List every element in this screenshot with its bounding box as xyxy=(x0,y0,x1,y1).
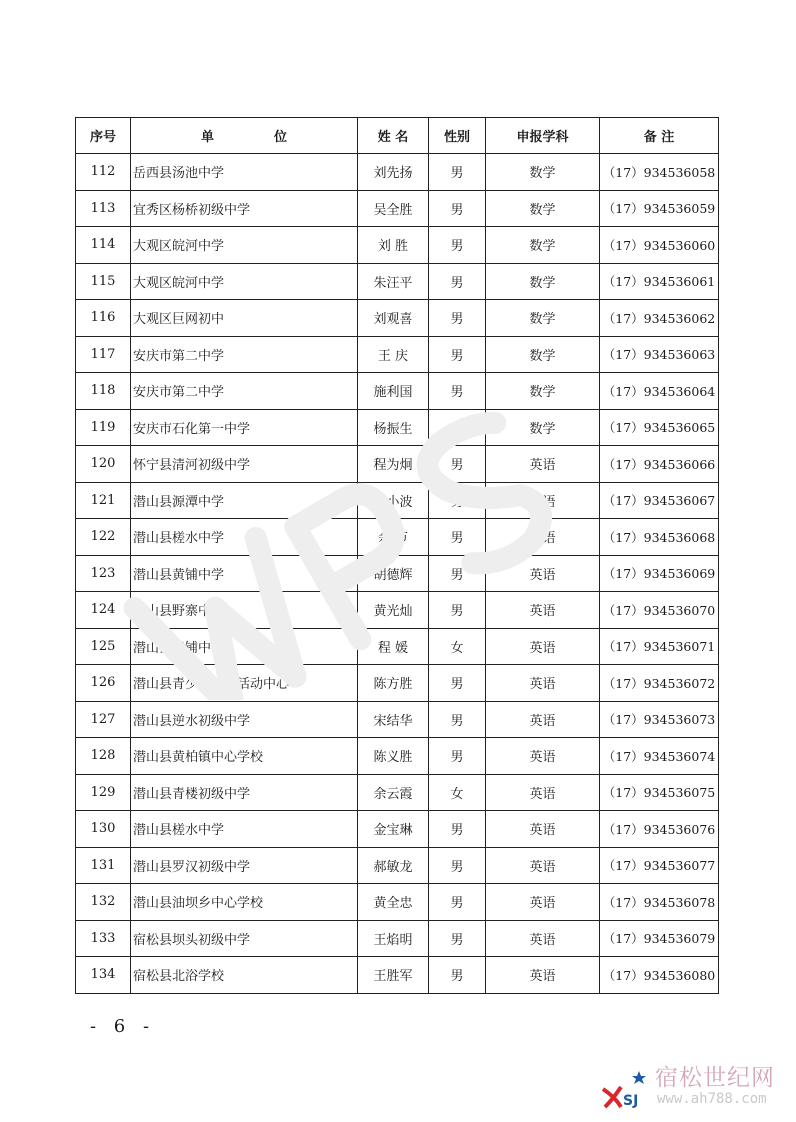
cell-no: 114 xyxy=(76,227,131,264)
table-row xyxy=(76,519,719,556)
cell-note: （17）934536070 xyxy=(600,592,719,629)
cell-gender: 男 xyxy=(429,446,486,483)
cell-name: 王 庆 xyxy=(358,336,429,373)
sj-logo-mark-text: SJ xyxy=(623,1093,639,1109)
cell-note: （17）934536069 xyxy=(600,555,719,592)
header-name: 姓 名 xyxy=(358,118,429,154)
cell-note: （17）934536068 xyxy=(600,519,719,556)
cell-subject: 英语 xyxy=(486,665,600,702)
cell-unit: 怀宁县清河初级中学 xyxy=(131,446,358,483)
cell-subject: 英语 xyxy=(486,738,600,775)
cell-name: 余云霞 xyxy=(358,774,429,811)
cell-gender: 男 xyxy=(429,300,486,337)
cell-no: 121 xyxy=(76,482,131,519)
cell-gender: 男 xyxy=(429,957,486,994)
cell-gender: 男 xyxy=(429,555,486,592)
cell-name: 刘先扬 xyxy=(358,154,429,191)
cell-name: 吴全胜 xyxy=(358,190,429,227)
cell-name: 王胜军 xyxy=(358,957,429,994)
cell-subject: 英语 xyxy=(486,957,600,994)
cell-no: 125 xyxy=(76,628,131,665)
cell-unit: 大观区巨网初中 xyxy=(131,300,358,337)
cell-note: （17）934536066 xyxy=(600,446,719,483)
cell-note: （17）934536077 xyxy=(600,847,719,884)
roster-table xyxy=(75,117,719,994)
cell-unit: 潜山县罗汉初级中学 xyxy=(131,847,358,884)
cell-subject: 英语 xyxy=(486,592,600,629)
cell-gender: 男 xyxy=(429,920,486,957)
header-unit-char-2: 位 xyxy=(274,130,288,145)
cell-note: （17）934536063 xyxy=(600,336,719,373)
table-row xyxy=(76,957,719,994)
table-row xyxy=(76,701,719,738)
cell-gender: 男 xyxy=(429,154,486,191)
header-no: 序号 xyxy=(76,118,131,154)
cell-no: 115 xyxy=(76,263,131,300)
cell-no: 127 xyxy=(76,701,131,738)
cell-subject: 英语 xyxy=(486,482,600,519)
cell-gender: 男 xyxy=(429,738,486,775)
cell-name: 程为炯 xyxy=(358,446,429,483)
cell-unit: 潜山县油坝乡中心学校 xyxy=(131,884,358,921)
cell-no: 132 xyxy=(76,884,131,921)
header-unit-char-1: 单 xyxy=(200,130,214,145)
cell-unit: 潜山县黄铺中学 xyxy=(131,628,358,665)
cell-note: （17）934536079 xyxy=(600,920,719,957)
cell-name: 朱汪平 xyxy=(358,263,429,300)
cell-unit: 安庆市第二中学 xyxy=(131,373,358,410)
cell-unit: 宜秀区杨桥初级中学 xyxy=(131,190,358,227)
site-logo-name: 宿松世纪网 xyxy=(655,1065,775,1091)
cell-name: 黄全忠 xyxy=(358,884,429,921)
cell-subject: 数学 xyxy=(486,227,600,264)
cell-note: （17）934536078 xyxy=(600,884,719,921)
cell-unit: 潜山县青少年校外活动中心 xyxy=(131,665,358,702)
header-gender: 性别 xyxy=(429,118,486,154)
cell-no: 130 xyxy=(76,811,131,848)
header-row xyxy=(76,118,719,154)
cell-no: 112 xyxy=(76,154,131,191)
sj-logo-icon xyxy=(595,1067,655,1111)
cell-unit: 潜山县黄铺中学 xyxy=(131,555,358,592)
table-row xyxy=(76,336,719,373)
cell-no: 113 xyxy=(76,190,131,227)
cell-name: 胡德辉 xyxy=(358,555,429,592)
page-number: - 6 - xyxy=(90,1016,156,1037)
cell-name: 程 媛 xyxy=(358,628,429,665)
cell-subject: 数学 xyxy=(486,336,600,373)
cell-subject: 英语 xyxy=(486,628,600,665)
cell-subject: 英语 xyxy=(486,519,600,556)
cell-note: （17）934536059 xyxy=(600,190,719,227)
cell-no: 123 xyxy=(76,555,131,592)
cell-unit: 安庆市第二中学 xyxy=(131,336,358,373)
cell-gender: 男 xyxy=(429,373,486,410)
cell-name: 宋结华 xyxy=(358,701,429,738)
table-row xyxy=(76,263,719,300)
cell-no: 133 xyxy=(76,920,131,957)
cell-name: 陈义胜 xyxy=(358,738,429,775)
cell-note: （17）934536074 xyxy=(600,738,719,775)
table-row xyxy=(76,847,719,884)
cell-gender: 男 xyxy=(429,811,486,848)
cell-no: 118 xyxy=(76,373,131,410)
cell-gender: 男 xyxy=(429,263,486,300)
roster-body xyxy=(76,154,719,994)
cell-gender: 男 xyxy=(429,701,486,738)
site-logo xyxy=(595,1059,790,1114)
cell-no: 129 xyxy=(76,774,131,811)
header-note: 备 注 xyxy=(600,118,719,154)
cell-unit: 潜山县黄柏镇中心学校 xyxy=(131,738,358,775)
cell-no: 119 xyxy=(76,409,131,446)
table-row xyxy=(76,227,719,264)
cell-gender: 男 xyxy=(429,592,486,629)
cell-note: （17）934536065 xyxy=(600,409,719,446)
cell-unit: 大观区皖河中学 xyxy=(131,263,358,300)
cell-note: （17）934536076 xyxy=(600,811,719,848)
cell-subject: 英语 xyxy=(486,884,600,921)
cell-gender: 男 xyxy=(429,665,486,702)
table-row xyxy=(76,811,719,848)
cell-name: 金宝琳 xyxy=(358,811,429,848)
cell-note: （17）934536060 xyxy=(600,227,719,264)
cell-subject: 数学 xyxy=(486,409,600,446)
cell-name: 郝敏龙 xyxy=(358,847,429,884)
cell-subject: 数学 xyxy=(486,154,600,191)
cell-note: （17）934536073 xyxy=(600,701,719,738)
cell-gender: 女 xyxy=(429,774,486,811)
cell-subject: 英语 xyxy=(486,847,600,884)
cell-name: 刘观喜 xyxy=(358,300,429,337)
cell-name: 王焰明 xyxy=(358,920,429,957)
cell-name: 施利国 xyxy=(358,373,429,410)
cell-subject: 英语 xyxy=(486,446,600,483)
cell-gender: 男 xyxy=(429,519,486,556)
cell-gender: 女 xyxy=(429,628,486,665)
cell-unit: 大观区皖河中学 xyxy=(131,227,358,264)
table-row xyxy=(76,190,719,227)
header-unit xyxy=(131,118,358,154)
cell-note: （17）934536071 xyxy=(600,628,719,665)
cell-note: （17）934536075 xyxy=(600,774,719,811)
cell-unit: 潜山县野寨中学 xyxy=(131,592,358,629)
cell-gender: 男 xyxy=(429,190,486,227)
table-row xyxy=(76,884,719,921)
cell-gender: 男 xyxy=(429,884,486,921)
cell-subject: 数学 xyxy=(486,190,600,227)
cell-no: 117 xyxy=(76,336,131,373)
table-row xyxy=(76,409,719,446)
cell-no: 126 xyxy=(76,665,131,702)
cell-no: 122 xyxy=(76,519,131,556)
cell-unit: 潜山县源潭中学 xyxy=(131,482,358,519)
cell-subject: 英语 xyxy=(486,920,600,957)
cell-name: 余 节 xyxy=(358,519,429,556)
cell-unit: 潜山县槎水中学 xyxy=(131,811,358,848)
table-row xyxy=(76,920,719,957)
cell-gender: 男 xyxy=(429,227,486,264)
cell-no: 116 xyxy=(76,300,131,337)
cell-unit: 潜山县逆水初级中学 xyxy=(131,701,358,738)
table-row xyxy=(76,482,719,519)
cell-note: （17）934536058 xyxy=(600,154,719,191)
site-logo-url: www.ah788.com xyxy=(657,1091,767,1107)
cell-name: 陈方胜 xyxy=(358,665,429,702)
cell-no: 120 xyxy=(76,446,131,483)
cell-subject: 英语 xyxy=(486,774,600,811)
cell-no: 128 xyxy=(76,738,131,775)
cell-unit: 潜山县青楼初级中学 xyxy=(131,774,358,811)
cell-note: （17）934536067 xyxy=(600,482,719,519)
cell-unit: 潜山县槎水中学 xyxy=(131,519,358,556)
cell-no: 124 xyxy=(76,592,131,629)
cell-note: （17）934536061 xyxy=(600,263,719,300)
cell-note: （17）934536062 xyxy=(600,300,719,337)
cell-name: 刘 胜 xyxy=(358,227,429,264)
cell-unit: 宿松县坝头初级中学 xyxy=(131,920,358,957)
table-row xyxy=(76,446,719,483)
table-row xyxy=(76,300,719,337)
cell-no: 131 xyxy=(76,847,131,884)
cell-note: （17）934536064 xyxy=(600,373,719,410)
table-row xyxy=(76,592,719,629)
table-row xyxy=(76,373,719,410)
table-row xyxy=(76,555,719,592)
cell-unit: 宿松县北浴学校 xyxy=(131,957,358,994)
cell-note: （17）934536072 xyxy=(600,665,719,702)
cell-name: 黄光灿 xyxy=(358,592,429,629)
cell-unit: 安庆市石化第一中学 xyxy=(131,409,358,446)
cell-name: 杨振生 xyxy=(358,409,429,446)
cell-subject: 数学 xyxy=(486,300,600,337)
table-row xyxy=(76,665,719,702)
cell-subject: 英语 xyxy=(486,555,600,592)
cell-subject: 英语 xyxy=(486,701,600,738)
cell-gender: 男 xyxy=(429,482,486,519)
cell-gender: 男 xyxy=(429,409,486,446)
cell-no: 134 xyxy=(76,957,131,994)
cell-subject: 英语 xyxy=(486,811,600,848)
cell-name: 田小波 xyxy=(358,482,429,519)
cell-gender: 男 xyxy=(429,847,486,884)
table-row xyxy=(76,738,719,775)
cell-gender: 男 xyxy=(429,336,486,373)
cell-subject: 数学 xyxy=(486,373,600,410)
table-row xyxy=(76,628,719,665)
cell-subject: 数学 xyxy=(486,263,600,300)
cell-note: （17）934536080 xyxy=(600,957,719,994)
header-subject: 申报学科 xyxy=(486,118,600,154)
table-row xyxy=(76,154,719,191)
cell-unit: 岳西县汤池中学 xyxy=(131,154,358,191)
table-row xyxy=(76,774,719,811)
